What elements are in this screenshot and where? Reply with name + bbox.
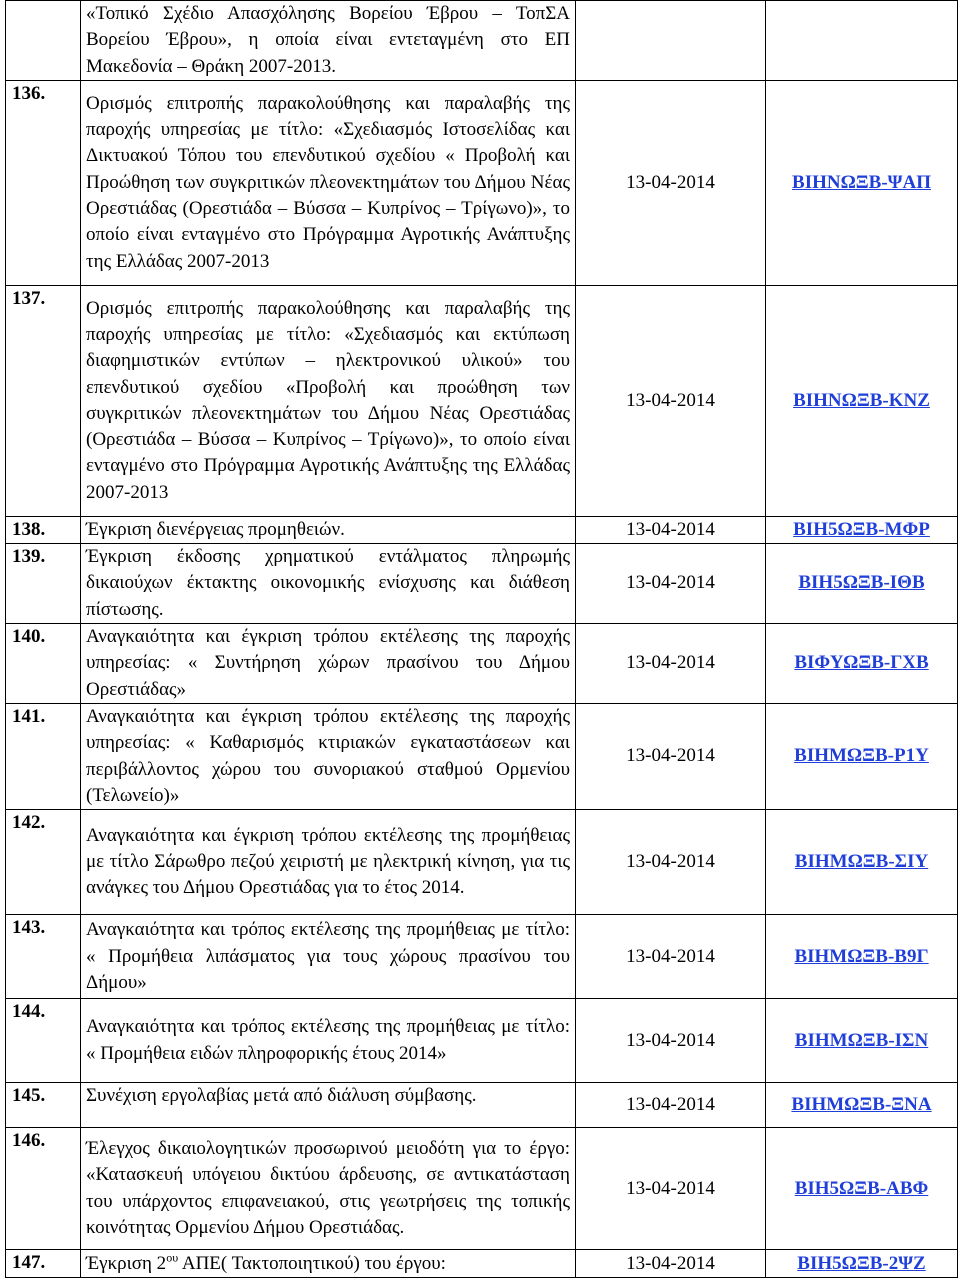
row-number: 140. [6,624,81,704]
table-row [6,1128,958,1250]
row-number: 136. [6,80,81,285]
row-number: 143. [6,915,81,999]
ada-link[interactable]: ΒΙΗ5ΩΞΒ-ΑΒΦ [794,1177,929,1199]
row-date: 13-04-2014 [576,915,766,999]
row-number: 145. [6,1083,81,1128]
table-row [6,810,958,915]
row-subject: Έλεγχος δικαιολογητικών προσωρινού μειοδότη για το έργο: «Κατασκευή υπόγειου δικτύου άρδευσης, σε αντικατάσταση του υπάρχοντος επιφανειακού, στις γεωτρήσεις της τοπικής κοινότητας Ορμενίου Δήμου Ορεστιάδας. [81,1128,576,1250]
row-date: 13-04-2014 [576,624,766,704]
ada-link[interactable]: ΒΙΗΝΩΞΒ-ΚΝΖ [793,389,930,411]
row-ada[interactable] [766,915,958,999]
row-ada[interactable] [766,1,958,81]
table-row [6,1083,958,1128]
row-subject: Αναγκαιότητα και έγκριση τρόπου εκτέλεσης της παροχής υπηρεσίας: « Καθαρισμός κτιριακών εγκαταστάσεων και περιβάλλοντος χώρου του συνοριακού σταθμού Ορμενίου (Τελωνείο)» [81,703,576,809]
row-date: 13-04-2014 [576,80,766,285]
ada-link[interactable]: ΒΙΗΜΩΞΒ-Ρ1Υ [794,745,929,767]
table-row [6,1250,958,1278]
decisions-table [5,0,958,1278]
row-number: 139. [6,544,81,624]
table-row [6,999,958,1083]
row-number: 141. [6,703,81,809]
ada-link[interactable]: ΒΙΗ5ΩΞΒ-ΜΦΡ [793,518,930,540]
row-date: 13-04-2014 [576,1128,766,1250]
row-subject: Αναγκαιότητα και έγκριση τρόπου εκτέλεσης της παροχής υπηρεσίας: « Συντήρηση χώρων πρασίνου του Δήμου Ορεστιάδας» [81,624,576,704]
table-row [6,80,958,285]
table-row [6,624,958,704]
row-number: 137. [6,285,81,516]
row-date: 13-04-2014 [576,1250,766,1278]
row-subject: Ορισμός επιτροπής παρακολούθησης και παραλαβής της παροχής υπηρεσίας με τίτλο: «Σχεδιασμός Ιστοσελίδας και Δικτυακού Τόπου του επενδυτικού σχεδίου « Προβολή και Προώθηση των συγκριτικών πλεονεκτημάτων του Δήμου Νέας Ορεστιάδας (Ορεστιάδα – Βύσσα – Κυπρίνος – Τρίγωνο)», το οποίο είναι ενταγμένο στο Πρόγραμμα Αγροτικής Ανάπτυξης της Ελλάδας 2007-2013 [81,80,576,285]
row-ada[interactable] [766,80,958,285]
row-ada[interactable] [766,624,958,704]
row-ada[interactable] [766,810,958,915]
row-number [6,1,81,81]
row-number: 144. [6,999,81,1083]
table-row [6,544,958,624]
row-subject: Ορισμός επιτροπής παρακολούθησης και παραλαβής της παροχής υπηρεσίας με τίτλο: «Σχεδιασμός και εκτύπωση διαφημιστικών εντύπων – ηλεκτρονικού υλικού» του επενδυτικού σχεδίου «Προβολή και προώθηση των συγκριτικών πλεονεκτημάτων του Δήμου Νέας Ορεστιάδας (Ορεστιάδα – Βύσσα – Κυπρίνος – Τρίγωνο)», το οποίο είναι ενταγμένο στο Πρόγραμμα Αγροτικής Ανάπτυξης της Ελλάδας 2007-2013 [81,285,576,516]
table-row [6,285,958,516]
row-subject: Αναγκαιότητα και έγκριση τρόπου εκτέλεσης της προμήθειας με τίτλο Σάρωθρο πεζού χειριστή με ηλεκτρική κίνηση, για τις ανάγκες του Δήμου Ορεστιάδας για το έτος 2014. [81,810,576,915]
table-row [6,703,958,809]
row-ada[interactable] [766,516,958,543]
ada-link[interactable]: ΒΙΗΜΩΞΒ-ΣΙΥ [794,851,929,872]
row-number: 138. [6,516,81,543]
row-subject: «Τοπικό Σχέδιο Απασχόλησης Βορείου Έβρου – ΤοπΣΑ Βορείου Έβρου», η οποία είναι εντεταγμένη στο ΕΠ Μακεδονία – Θράκη 2007-2013. [81,1,576,81]
row-date: 13-04-2014 [576,999,766,1083]
table-row [6,1,958,81]
row-date: 13-04-2014 [576,285,766,516]
table-row [6,516,958,543]
row-subject: Έγκριση $2^{o\upsilon}$ ΑΠΕ( Τακτοποιητικού) του έργου: [81,1250,576,1278]
row-date: 13-04-2014 [576,516,766,543]
ada-link[interactable]: ΒΙΗ5ΩΞΒ-2ΨΖ [797,1252,926,1274]
row-date: 13-04-2014 [576,703,766,809]
row-ada[interactable] [766,703,958,809]
row-ada[interactable] [766,544,958,624]
ada-link[interactable]: ΒΙΦΥΩΞΒ-ΓΧΒ [794,652,929,674]
ada-link[interactable]: ΒΙΗΝΩΞΒ-ΨΑΠ [792,171,931,193]
row-number: 142. [6,810,81,915]
row-subject: Έγκριση έκδοσης χρηματικού εντάλματος πληρωμής δικαιούχων έκτακτης οικονομικής ενίσχυσης και διάθεση πίστωσης. [81,544,576,624]
row-ada[interactable] [766,1250,958,1278]
ada-link[interactable]: ΒΙΗΜΩΞΒ-ΞΝΑ [791,1094,932,1115]
row-number: 147. [6,1250,81,1278]
row-ada[interactable] [766,999,958,1083]
ada-link[interactable]: ΒΙΗΜΩΞΒ-Β9Γ [794,945,929,967]
row-subject: Συνέχιση εργολαβίας μετά από διάλυση σύμβασης. [81,1083,576,1128]
ada-link[interactable]: ΒΙΗ5ΩΞΒ-ΙΘΒ [798,572,925,594]
row-ada[interactable] [766,1128,958,1250]
row-date: 13-04-2014 [576,810,766,915]
row-subject: Αναγκαιότητα και τρόπος εκτέλεσης της προμήθειας με τίτλο: « Προμήθεια λιπάσματος για τους χώρους πρασίνου του Δήμου» [81,915,576,999]
row-number: 146. [6,1128,81,1250]
row-date: 13-04-2014 [576,1083,766,1128]
table-row [6,915,958,999]
row-date: 13-04-2014 [576,544,766,624]
ada-link[interactable]: ΒΙΗΜΩΞΒ-ΙΣΝ [794,1029,929,1051]
row-subject: Αναγκαιότητα και τρόπος εκτέλεσης της προμήθειας με τίτλο: « Προμήθεια ειδών πληροφορικής έτους 2014» [81,999,576,1083]
row-subject: Έγκριση διενέργειας προμηθειών. [81,516,576,543]
row-ada[interactable] [766,1083,958,1128]
row-date [576,1,766,81]
row-ada[interactable] [766,285,958,516]
